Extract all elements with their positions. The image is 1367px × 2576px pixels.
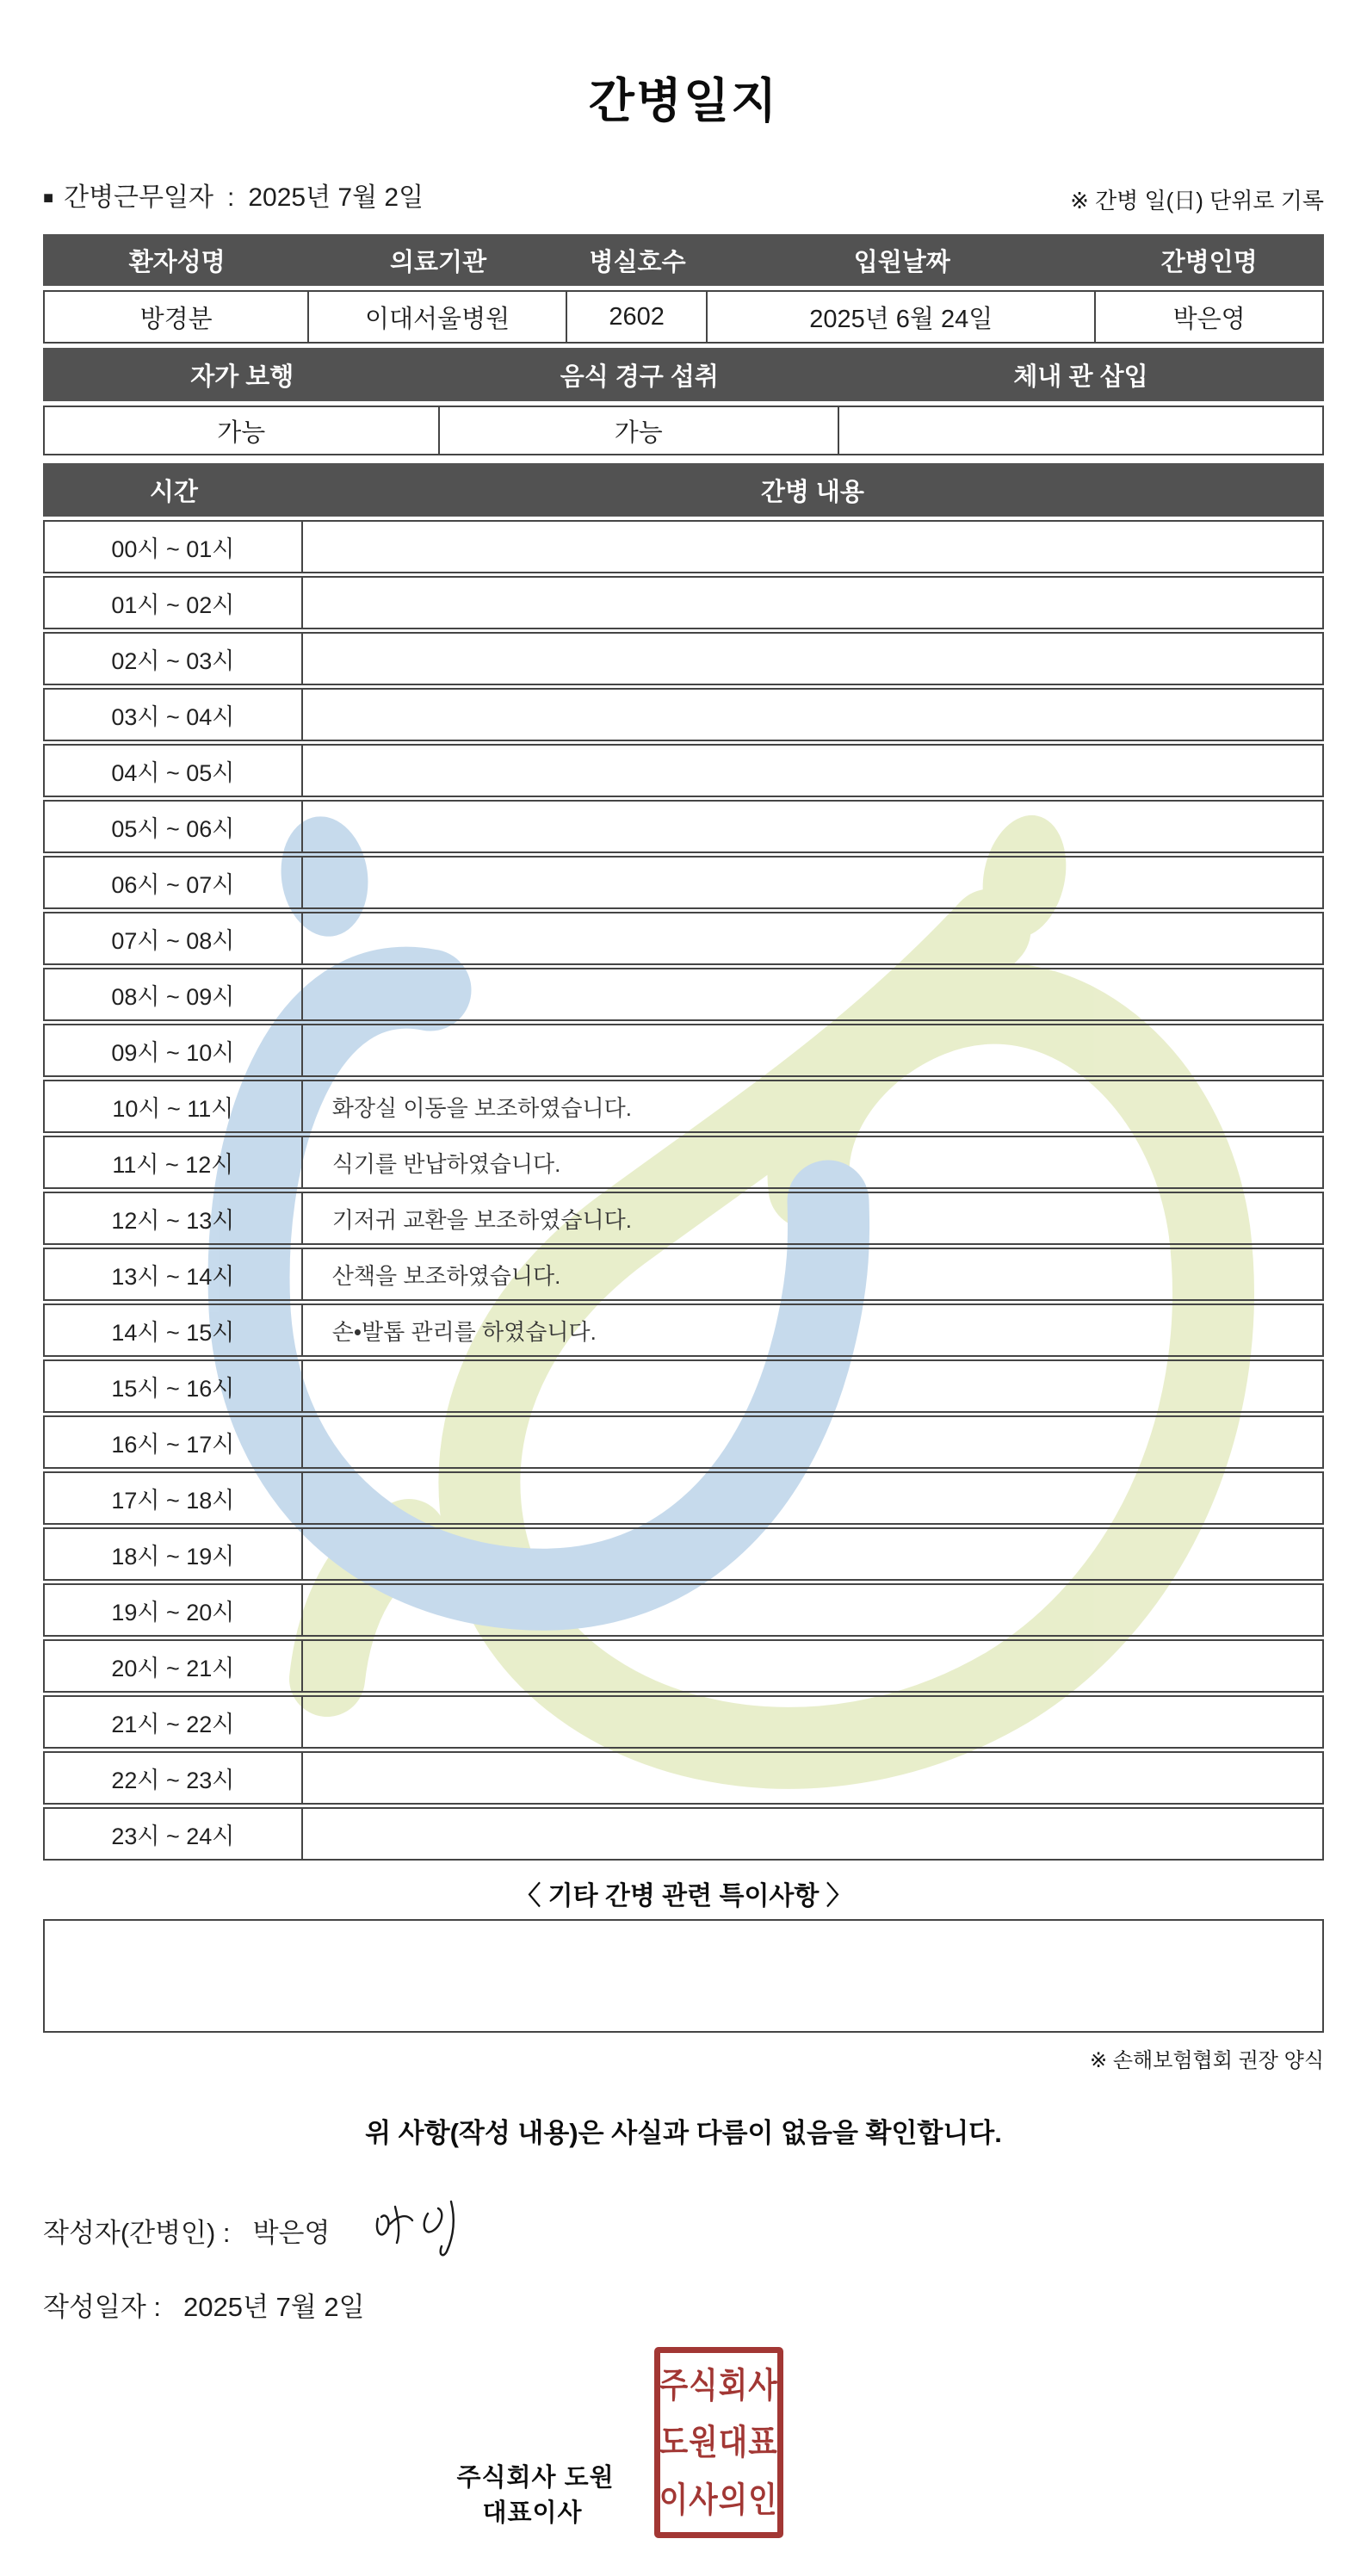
log-time-cell: 02시 ~ 03시 xyxy=(45,634,303,684)
caregiver-name-value[interactable]: 박은영 xyxy=(1172,305,1246,333)
log-content-cell[interactable] xyxy=(303,802,1322,851)
header-cell-patient-name: 환자성명 xyxy=(128,248,226,276)
header-cell-admission-date: 입원날짜 xyxy=(853,248,950,276)
header-cell-room-number: 병실호수 xyxy=(589,248,686,276)
log-table-row xyxy=(43,856,1324,909)
log-time-cell: 01시 ~ 02시 xyxy=(45,578,303,628)
log-content-cell[interactable] xyxy=(303,1361,1322,1411)
seal-text-row: 이사의인 xyxy=(659,2480,779,2519)
insurance-form-note: ※ 손해보험협회 권장 양식 xyxy=(1090,2049,1324,2072)
patient-info-value-row xyxy=(43,290,1324,344)
log-content-cell[interactable] xyxy=(303,690,1322,740)
log-table-row xyxy=(43,1024,1324,1077)
log-table-row xyxy=(43,1527,1324,1581)
header-cell-time: 시간 xyxy=(149,478,198,506)
square-bullet-icon: ■ xyxy=(43,189,54,207)
written-date-value[interactable]: 2025년 7월 2일 xyxy=(183,2292,365,2322)
log-table-row xyxy=(43,968,1324,1021)
log-time-cell: 16시 ~ 17시 xyxy=(45,1417,303,1467)
company-seal xyxy=(654,2347,783,2538)
extra-section-caption: 〈 기타 간병 관련 특이사항 〉 xyxy=(515,1882,852,1910)
log-content-cell[interactable] xyxy=(303,1529,1322,1579)
log-content-cell[interactable] xyxy=(303,1697,1322,1747)
writer-name-value[interactable]: 박은영 xyxy=(252,2217,331,2248)
work-date-label: 간병근무일자 xyxy=(64,183,213,212)
company-line xyxy=(394,2430,615,2557)
page-title: 간병일지 xyxy=(588,74,779,127)
log-content-cell[interactable] xyxy=(303,1753,1322,1803)
log-table-row xyxy=(43,1751,1324,1805)
log-content-cell[interactable] xyxy=(303,1417,1322,1467)
log-table-row xyxy=(43,1471,1324,1525)
log-time-cell: 07시 ~ 08시 xyxy=(45,913,303,963)
log-content-cell[interactable] xyxy=(303,1641,1322,1691)
writer-label: 작성자(간병인) : xyxy=(43,2217,231,2248)
log-time-cell: 17시 ~ 18시 xyxy=(45,1473,303,1523)
colon-separator: : xyxy=(226,183,235,212)
extra-notes-box[interactable] xyxy=(43,1919,1324,2033)
log-table-row xyxy=(43,1192,1324,1245)
log-content-cell[interactable] xyxy=(303,858,1322,907)
footer-block xyxy=(43,2347,1324,2547)
log-table-row xyxy=(43,1639,1324,1693)
log-time-cell: 15시 ~ 16시 xyxy=(45,1361,303,1411)
self-walking-value[interactable]: 가능 xyxy=(45,407,440,454)
header-cell-self-walking: 자가 보행 xyxy=(190,362,294,391)
header-cell-caregiver-name: 간병인명 xyxy=(1160,248,1258,276)
company-name: 주식회사 도원 xyxy=(456,2464,615,2492)
written-date-line xyxy=(43,2290,1324,2325)
oral-intake-value[interactable]: 가능 xyxy=(440,407,839,454)
room-number-value[interactable]: 2602 xyxy=(567,292,708,342)
log-table-row xyxy=(43,1359,1324,1413)
log-header-row xyxy=(43,463,1324,517)
status-header-row xyxy=(43,348,1324,401)
log-time-cell: 18시 ~ 19시 xyxy=(45,1529,303,1579)
log-time-cell: 10시 ~ 11시 xyxy=(45,1081,303,1131)
log-table-row xyxy=(43,576,1324,629)
log-time-cell: 03시 ~ 04시 xyxy=(45,690,303,740)
log-content-cell[interactable]: 화장실 이동을 보조하였습니다. xyxy=(331,1094,632,1121)
log-time-cell: 04시 ~ 05시 xyxy=(45,746,303,796)
log-content-cell[interactable] xyxy=(303,1025,1322,1075)
log-table-row xyxy=(43,1807,1324,1861)
header-cell-oral-intake: 음식 경구 섭취 xyxy=(560,362,719,391)
care-log-table xyxy=(43,463,1324,1861)
writer-line xyxy=(43,2207,1324,2259)
care-work-date xyxy=(43,182,424,214)
log-content-cell[interactable] xyxy=(303,969,1322,1019)
log-content-cell[interactable]: 손•발톱 관리를 하였습니다. xyxy=(331,1318,597,1345)
log-time-cell: 20시 ~ 21시 xyxy=(45,1641,303,1691)
header-cell-care-content: 간병 내용 xyxy=(760,478,864,506)
log-table-row xyxy=(43,800,1324,853)
log-content-cell[interactable] xyxy=(303,634,1322,684)
log-table-row xyxy=(43,1248,1324,1301)
meta-row xyxy=(43,182,1324,214)
document-content xyxy=(0,74,1367,2547)
admission-date-value[interactable]: 2025년 6월 24일 xyxy=(708,292,1096,342)
log-table-row xyxy=(43,632,1324,685)
log-time-cell: 14시 ~ 15시 xyxy=(45,1305,303,1355)
confirmation-statement: 위 사항(작성 내용)은 사실과 다름이 없음을 확인합니다. xyxy=(365,2118,1002,2148)
log-content-cell[interactable] xyxy=(303,578,1322,628)
log-table-row xyxy=(43,1695,1324,1749)
patient-name-value[interactable]: 방경분 xyxy=(45,292,309,342)
log-content-cell[interactable] xyxy=(303,1809,1322,1859)
log-time-cell: 00시 ~ 01시 xyxy=(45,522,303,572)
log-time-cell: 05시 ~ 06시 xyxy=(45,802,303,851)
log-table-row xyxy=(43,520,1324,573)
work-date-value[interactable]: 2025년 7월 2일 xyxy=(248,183,424,212)
log-table-row xyxy=(43,1583,1324,1637)
log-table-row xyxy=(43,1136,1324,1189)
status-value-row xyxy=(43,406,1324,455)
log-time-cell: 23시 ~ 24시 xyxy=(45,1809,303,1859)
daily-unit-note: ※ 간병 일(日) 단위로 기록 xyxy=(1070,188,1324,214)
log-rows-container xyxy=(43,520,1324,1861)
log-time-cell: 11시 ~ 12시 xyxy=(45,1137,303,1187)
log-content-cell[interactable] xyxy=(303,522,1322,572)
log-table-row xyxy=(43,912,1324,965)
written-date-label: 작성일자 : xyxy=(43,2292,162,2322)
log-content-cell[interactable]: 식기를 반납하였습니다. xyxy=(331,1150,561,1177)
seal-text-row: 주식회사 xyxy=(659,2365,779,2405)
patient-status-table xyxy=(43,348,1324,455)
log-time-cell: 08시 ~ 09시 xyxy=(45,969,303,1019)
log-content-cell[interactable] xyxy=(303,746,1322,796)
log-time-cell: 22시 ~ 23시 xyxy=(45,1753,303,1803)
patient-info-table xyxy=(43,234,1324,344)
header-cell-tube-insertion: 체내 관 삽입 xyxy=(1013,362,1148,391)
hospital-value[interactable]: 이대서울병원 xyxy=(309,292,567,342)
log-content-cell[interactable]: 산책을 보조하였습니다. xyxy=(331,1262,561,1289)
log-time-cell: 19시 ~ 20시 xyxy=(45,1585,303,1635)
log-table-row xyxy=(43,744,1324,797)
handwritten-signature xyxy=(369,2195,481,2259)
log-time-cell: 13시 ~ 14시 xyxy=(45,1249,303,1299)
log-table-row xyxy=(43,1303,1324,1357)
log-content-cell[interactable] xyxy=(303,1585,1322,1635)
patient-info-header-row xyxy=(43,234,1324,286)
log-time-cell: 12시 ~ 13시 xyxy=(45,1193,303,1243)
log-content-cell[interactable]: 기저귀 교환을 보조하였습니다. xyxy=(331,1206,632,1233)
log-table-row xyxy=(43,1080,1324,1133)
ceo-title: 대표이사 xyxy=(482,2499,583,2527)
tube-insertion-value[interactable] xyxy=(839,407,1322,454)
log-content-cell[interactable] xyxy=(303,913,1322,963)
log-table-row xyxy=(43,1415,1324,1469)
seal-text-row: 도원대표 xyxy=(659,2423,779,2461)
log-content-cell[interactable] xyxy=(303,1473,1322,1523)
log-table-row xyxy=(43,688,1324,741)
log-time-cell: 06시 ~ 07시 xyxy=(45,858,303,907)
header-cell-hospital: 의료기관 xyxy=(390,248,487,276)
log-time-cell: 21시 ~ 22시 xyxy=(45,1697,303,1747)
log-time-cell: 09시 ~ 10시 xyxy=(45,1025,303,1075)
